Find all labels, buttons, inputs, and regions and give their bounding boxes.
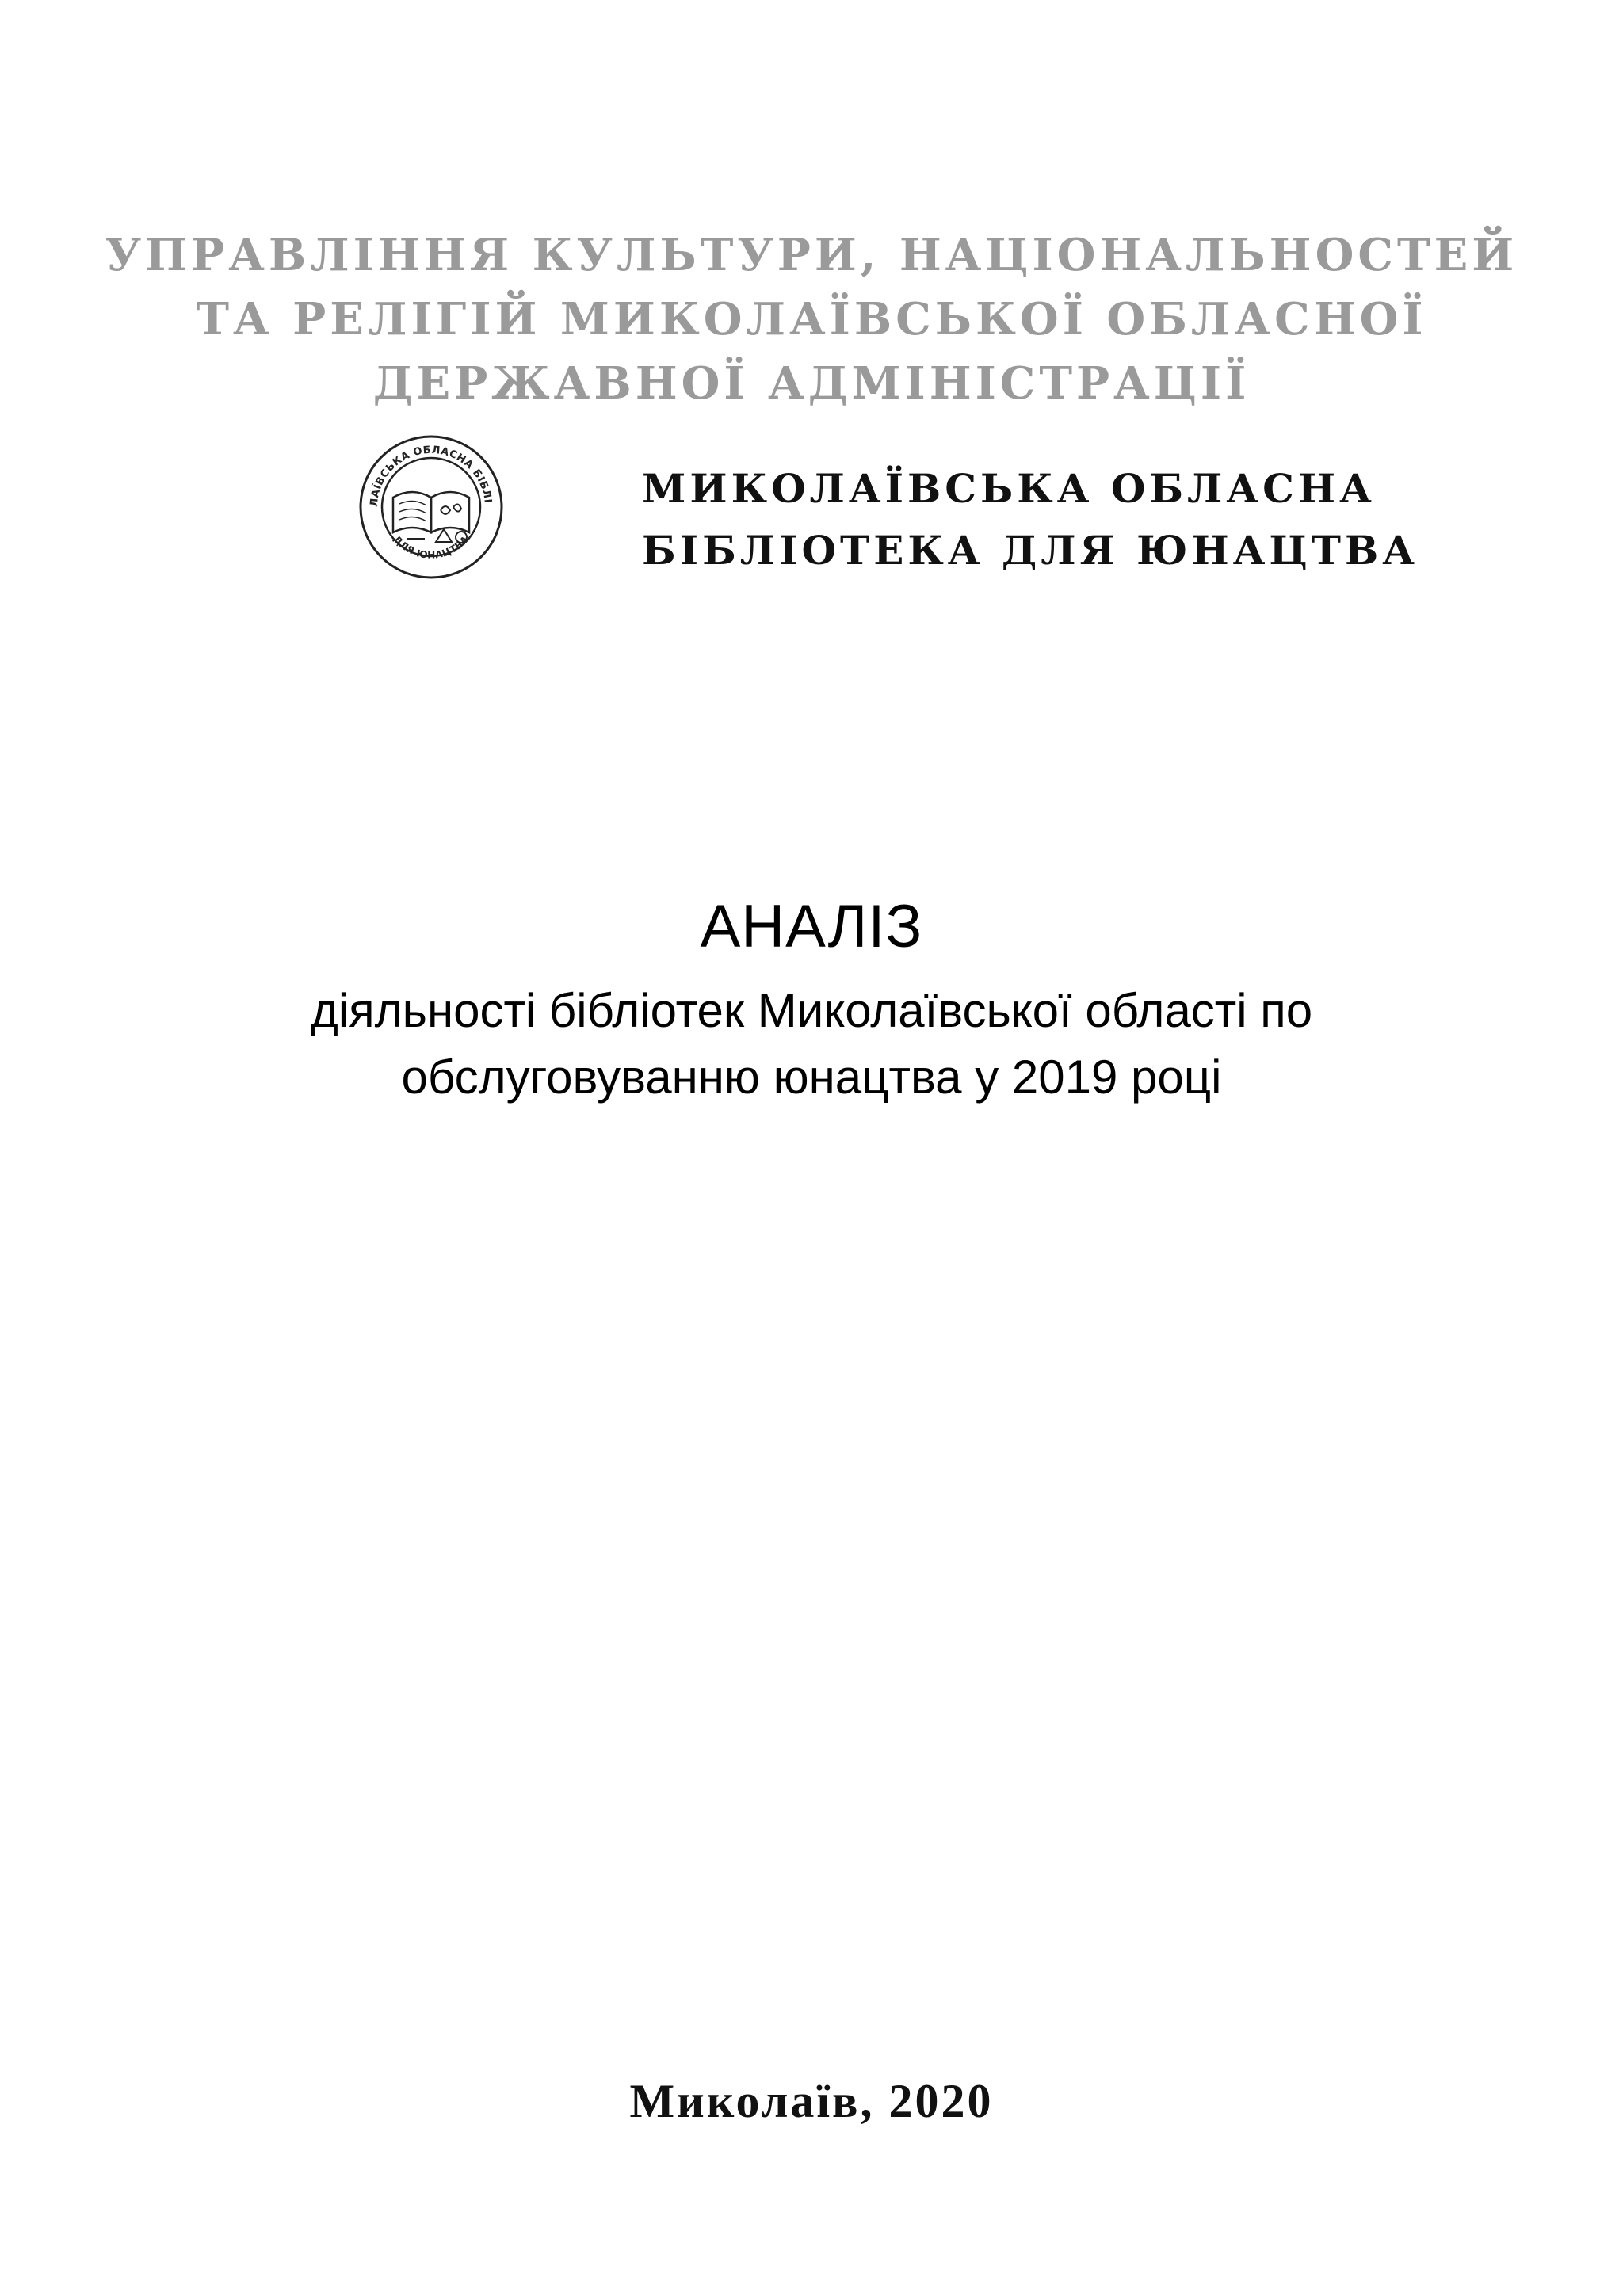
subtitle-line: обслуговуванню юнацтва у 2019 році xyxy=(401,1051,1222,1104)
svg-text:ДЛЯ ЮНАЦТВА xyxy=(391,533,472,560)
library-name xyxy=(642,458,1553,582)
library-seal-icon xyxy=(358,434,504,580)
issuing-authority-header xyxy=(0,223,1623,416)
header-line: ТА РЕЛІГІЙ МИКОЛАЇВСЬКОЇ ОБЛАСНОЇ xyxy=(196,293,1427,345)
header-line: УПРАВЛІННЯ КУЛЬТУРИ, НАЦІОНАЛЬНОСТЕЙ xyxy=(105,229,1518,281)
library-name-line: МИКОЛАЇВСЬКА ОБЛАСНА xyxy=(642,465,1376,512)
document-subtitle xyxy=(0,978,1623,1111)
seal-top-text: ЛАЇВСЬКА ОБЛАСНА БІБЛІ xyxy=(368,444,494,508)
subtitle-line: діяльності бібліотек Миколаївської області по xyxy=(310,984,1313,1037)
library-name-line: БІБЛІОТЕКА ДЛЯ ЮНАЦТВА xyxy=(642,527,1419,574)
seal-bottom-text: ДЛЯ ЮНАЦТВА xyxy=(391,533,472,561)
document-title: АНАЛІЗ xyxy=(700,893,923,960)
title-block xyxy=(0,887,1623,1111)
place-and-year: Миколаїв, 2020 xyxy=(629,2075,994,2127)
header-line: ДЕРЖАВНОЇ АДМІНІСТРАЦІЇ xyxy=(372,357,1251,410)
svg-text:МИКОЛАЇВСЬКА ОБЛАСНА БІБЛІОТЕК xyxy=(358,434,494,507)
